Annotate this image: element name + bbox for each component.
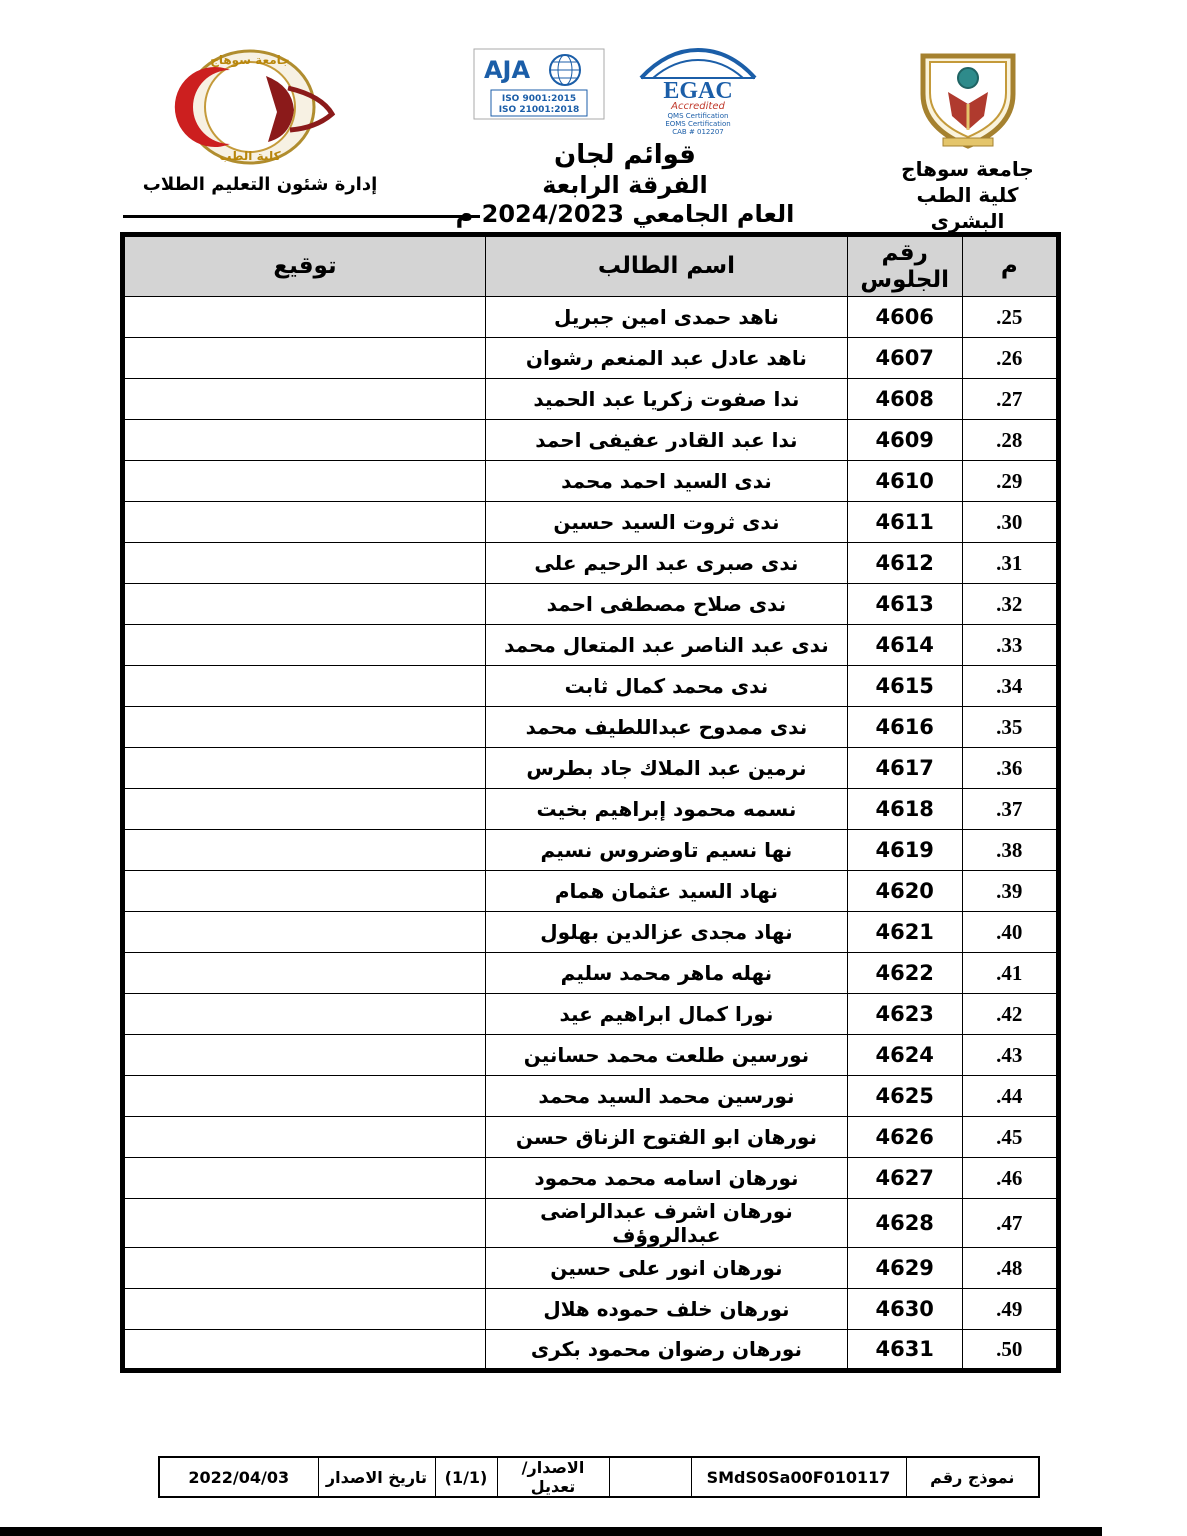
document-title-block (455, 48, 795, 228)
signature-cell (123, 707, 486, 748)
table-header-row (123, 235, 1059, 297)
students-table-body (123, 297, 1059, 1371)
student-name: نرمين عبد الملاك جاد بطرس (485, 748, 847, 789)
egac-line3: CAB # 012207 (672, 128, 724, 136)
student-name: ندا عبد القادر عفيفى احمد (485, 420, 847, 461)
certification-logos (455, 48, 795, 136)
signature-cell (123, 912, 486, 953)
seat-number: 4627 (847, 1158, 962, 1199)
student-name: نورهان خلف حموده هلال (485, 1289, 847, 1330)
row-index: 29. (962, 461, 1059, 502)
signature-cell (123, 584, 486, 625)
aja-iso1: ISO 9001:2015 (501, 94, 577, 104)
student-name: ندى السيد احمد محمد (485, 461, 847, 502)
footer-row (159, 1457, 1039, 1497)
seat-number: 4618 (847, 789, 962, 830)
student-name: ندى ممدوح عبداللطيف محمد (485, 707, 847, 748)
student-row (123, 789, 1059, 830)
signature-cell (123, 379, 486, 420)
seat-number: 4611 (847, 502, 962, 543)
student-name: ندى محمد كمال ثابت (485, 666, 847, 707)
student-row (123, 707, 1059, 748)
seat-number: 4612 (847, 543, 962, 584)
title-committees: قوائم لجان (554, 140, 696, 170)
shield-banner (943, 138, 993, 146)
seat-number: 4620 (847, 871, 962, 912)
student-row (123, 830, 1059, 871)
students-table (120, 232, 1061, 1373)
signature-cell (123, 1158, 486, 1199)
seat-number: 4622 (847, 953, 962, 994)
student-name: ندى عبد الناصر عبد المتعال محمد (485, 625, 847, 666)
signature-cell (123, 420, 486, 461)
row-index: 49. (962, 1289, 1059, 1330)
faculty-name: كلية الطب البشرى (916, 183, 1019, 233)
signature-cell (123, 543, 486, 584)
student-name: ندا صفوت زكريا عبد الحميد (485, 379, 847, 420)
student-row (123, 994, 1059, 1035)
aja-name: AJA (483, 56, 531, 84)
signature-cell (123, 871, 486, 912)
aja-iso2: ISO 21001:2018 (498, 105, 580, 115)
student-name: نورهان انور على حسين (485, 1248, 847, 1289)
university-block (880, 50, 1055, 234)
egac-line2: EOMS Certification (665, 120, 731, 128)
row-index: 47. (962, 1199, 1059, 1248)
row-index: 36. (962, 748, 1059, 789)
student-row (123, 871, 1059, 912)
seat-number: 4610 (847, 461, 962, 502)
student-name: نهله ماهر محمد سليم (485, 953, 847, 994)
student-name: ندى صلاح مصطفى احمد (485, 584, 847, 625)
signature-cell (123, 789, 486, 830)
row-index: 46. (962, 1158, 1059, 1199)
seal-top-text: جامعة سوهاج (209, 53, 290, 67)
row-index: 26. (962, 338, 1059, 379)
signature-cell (123, 748, 486, 789)
egac-logo (619, 48, 777, 136)
row-index: 43. (962, 1035, 1059, 1076)
signature-cell (123, 461, 486, 502)
student-name: نورسين طلعت محمد حسانين (485, 1035, 847, 1076)
row-index: 28. (962, 420, 1059, 461)
student-name: نورهان اسامه محمد محمود (485, 1158, 847, 1199)
signature-cell (123, 953, 486, 994)
seat-number: 4623 (847, 994, 962, 1035)
student-row (123, 297, 1059, 338)
egac-name: EGAC (663, 78, 733, 104)
row-index: 45. (962, 1117, 1059, 1158)
header-divider-line (123, 215, 480, 218)
row-index: 35. (962, 707, 1059, 748)
signature-cell (123, 830, 486, 871)
admin-caption: إدارة شئون التعليم الطلاب (142, 174, 378, 195)
student-name: نهاد السيد عثمان همام (485, 871, 847, 912)
faculty-seal-block (125, 48, 395, 195)
student-row (123, 1330, 1059, 1371)
student-row (123, 502, 1059, 543)
signature-cell (123, 625, 486, 666)
seat-number: 4608 (847, 379, 962, 420)
header-index: م (962, 235, 1059, 297)
row-index: 38. (962, 830, 1059, 871)
student-name: نورهان اشرف عبدالراضى عبدالروؤف (485, 1199, 847, 1248)
signature-cell (123, 1076, 486, 1117)
seat-number: 4607 (847, 338, 962, 379)
student-row (123, 1158, 1059, 1199)
row-index: 33. (962, 625, 1059, 666)
student-name: نورا كمال ابراهيم عيد (485, 994, 847, 1035)
row-index: 37. (962, 789, 1059, 830)
seat-number: 4614 (847, 625, 962, 666)
student-row (123, 584, 1059, 625)
signature-cell (123, 1248, 486, 1289)
seat-number: 4616 (847, 707, 962, 748)
student-name: نورسين محمد السيد محمد (485, 1076, 847, 1117)
revision-value: (1/1) (435, 1457, 497, 1497)
revision-label: الاصدار/تعديل (497, 1457, 609, 1497)
row-index: 30. (962, 502, 1059, 543)
seat-number: 4626 (847, 1117, 962, 1158)
student-name: نورهان ابو الفتوح الزناق حسن (485, 1117, 847, 1158)
signature-cell (123, 297, 486, 338)
signature-cell (123, 1289, 486, 1330)
row-index: 34. (962, 666, 1059, 707)
issue-date-label: تاريخ الاصدار (318, 1457, 435, 1497)
student-row (123, 666, 1059, 707)
seat-number: 4606 (847, 297, 962, 338)
signature-cell (123, 338, 486, 379)
student-name: نسمه محمود إبراهيم بخيت (485, 789, 847, 830)
row-index: 32. (962, 584, 1059, 625)
seal-bottom-text: كلية الطب (218, 149, 281, 163)
row-index: 25. (962, 297, 1059, 338)
student-name: نها نسيم تاوضروس نسيم (485, 830, 847, 871)
row-index: 39. (962, 871, 1059, 912)
student-row (123, 912, 1059, 953)
form-code: SMdS0Sa00F010117 (691, 1457, 906, 1497)
student-name: ناهد حمدى امين جبريل (485, 297, 847, 338)
header-student-name: اسم الطالب (485, 235, 847, 297)
student-row (123, 379, 1059, 420)
seat-number: 4609 (847, 420, 962, 461)
form-number-label: نموذج رقم (906, 1457, 1039, 1497)
scan-edge-bar (0, 1527, 1102, 1536)
signature-cell (123, 1117, 486, 1158)
university-shield-logo (903, 50, 1033, 152)
egac-accredited: Accredited (671, 101, 725, 112)
student-name: ناهد عادل عبد المنعم رشوان (485, 338, 847, 379)
student-row (123, 625, 1059, 666)
seat-number: 4629 (847, 1248, 962, 1289)
row-index: 48. (962, 1248, 1059, 1289)
shield-globe-icon (958, 68, 978, 88)
student-row (123, 953, 1059, 994)
signature-cell (123, 502, 486, 543)
signature-cell (123, 1035, 486, 1076)
seat-number: 4625 (847, 1076, 962, 1117)
signature-cell (123, 1330, 486, 1371)
seat-number: 4624 (847, 1035, 962, 1076)
footer-form-table (158, 1456, 1040, 1498)
row-index: 44. (962, 1076, 1059, 1117)
student-row (123, 1289, 1059, 1330)
student-name: نورهان رضوان محمود بكرى (485, 1330, 847, 1371)
student-row (123, 1076, 1059, 1117)
student-row (123, 461, 1059, 502)
aja-logo (473, 48, 605, 120)
student-row (123, 1117, 1059, 1158)
student-row (123, 1035, 1059, 1076)
row-index: 50. (962, 1330, 1059, 1371)
student-name: ندى صبرى عبد الرحيم على (485, 543, 847, 584)
seat-number: 4617 (847, 748, 962, 789)
student-row (123, 1248, 1059, 1289)
row-index: 31. (962, 543, 1059, 584)
faculty-seal-logo (168, 48, 353, 166)
student-name: نهاد مجدى عزالدين بهلول (485, 912, 847, 953)
signature-cell (123, 1199, 486, 1248)
student-row (123, 748, 1059, 789)
student-row (123, 420, 1059, 461)
signature-cell (123, 666, 486, 707)
university-name: جامعة سوهاج (901, 157, 1034, 181)
issue-date-value: 2022/04/03 (159, 1457, 318, 1497)
seat-number: 4628 (847, 1199, 962, 1248)
title-academic-year: العام الجامعي 2024/2023 م (455, 200, 795, 228)
row-index: 41. (962, 953, 1059, 994)
seat-number: 4621 (847, 912, 962, 953)
seat-number: 4615 (847, 666, 962, 707)
seat-number: 4619 (847, 830, 962, 871)
student-row (123, 1199, 1059, 1248)
row-index: 40. (962, 912, 1059, 953)
student-name: ندى ثروت السيد حسين (485, 502, 847, 543)
row-index: 27. (962, 379, 1059, 420)
header-signature: توقيع (123, 235, 486, 297)
row-index: 42. (962, 994, 1059, 1035)
seat-number: 4613 (847, 584, 962, 625)
title-year-group: الفرقة الرابعة (542, 171, 708, 199)
student-row (123, 338, 1059, 379)
seat-number: 4631 (847, 1330, 962, 1371)
signature-cell (123, 994, 486, 1035)
egac-line1: QMS Certification (667, 112, 729, 120)
seat-number: 4630 (847, 1289, 962, 1330)
header-seat-number: رقم الجلوس (847, 235, 962, 297)
student-row (123, 543, 1059, 584)
footer-empty-cell (609, 1457, 691, 1497)
